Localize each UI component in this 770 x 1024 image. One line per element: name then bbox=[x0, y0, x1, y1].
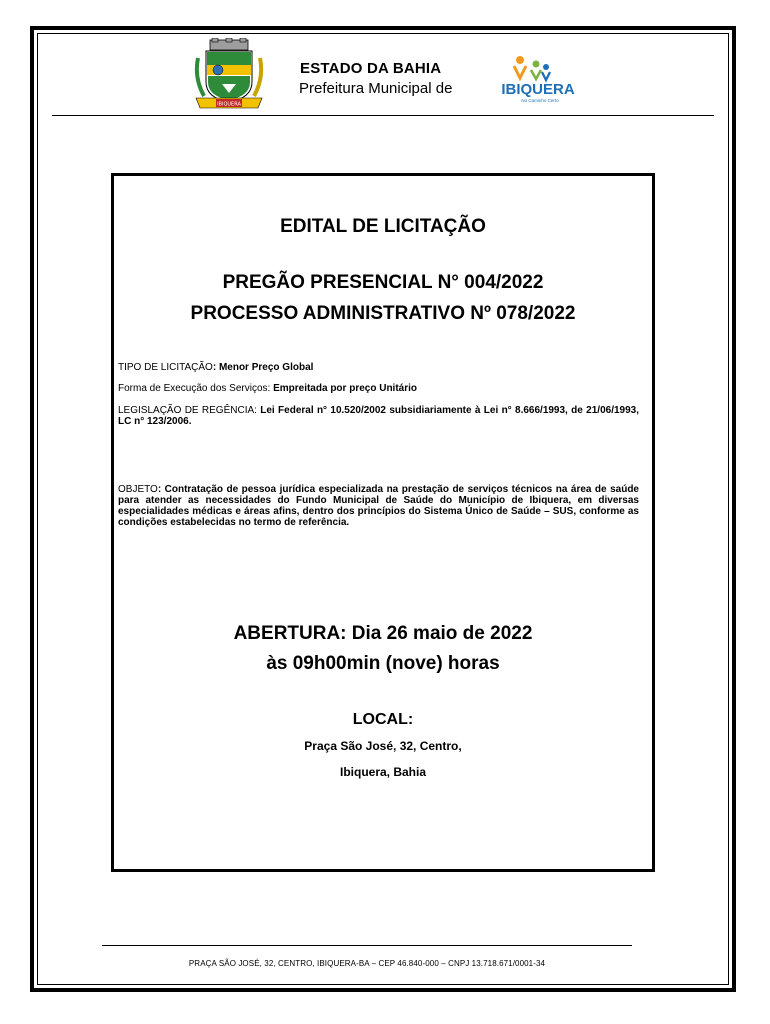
forma-value: Empreitada por preço Unitário bbox=[273, 383, 417, 394]
objeto-value: Contratação de pessoa jurídica especializada na prestação de serviços técnicos na área de saúde para atender as necessidades do Fundo Municipal de Saúde do Município de Ibiquera, em diversas especialidades médicas e áreas afins, dentro dos princípios do Sistema Único de Saúde – SUS, conforme as condições estabelecidas no termo de referência. bbox=[118, 484, 639, 528]
header-divider bbox=[52, 115, 714, 116]
legis-label: LEGISLAÇÃO DE REGÊNCIA: bbox=[118, 405, 257, 416]
logo-wordmark: IBIQUERA bbox=[501, 81, 575, 98]
local-address-line2: Ibiquera, Bahia bbox=[339, 765, 427, 779]
state-name: ESTADO DA BAHIA bbox=[300, 60, 442, 77]
processo-number: PROCESSO ADMINISTRATIVO Nº 078/2022 bbox=[190, 303, 576, 324]
coat-of-arms-icon bbox=[192, 38, 266, 110]
objeto: OBJETO: Contratação de pessoa jurídica especializada na prestação de serviços técnicos na área de saúde para atender as necessidades do Fundo Municipal de Saúde do Município de Ibiquera, em diversas especialidades médicas e áreas afins, dentro dos princípios do Sistema Único de Saúde – SUS, conforme as condições estabelecidas no termo de referência. bbox=[118, 484, 639, 528]
forma-label: Forma de Execução dos Serviços: bbox=[118, 383, 271, 394]
footer-address: PRAÇA SÃO JOSÉ, 32, CENTRO, IBIQUERA-BA – CEP 46.840-000 – CNPJ 13.718.671/0001-34 bbox=[188, 959, 546, 968]
tipo-licitacao: TIPO DE LICITAÇÃO: Menor Preço Global bbox=[118, 362, 314, 373]
local-title: LOCAL: bbox=[352, 711, 414, 728]
edital-title: EDITAL DE LICITAÇÃO bbox=[280, 216, 486, 237]
prefeitura-label: Prefeitura Municipal de bbox=[299, 80, 453, 97]
coat-of-arms-ribbon: IBIQUERA bbox=[217, 101, 241, 108]
logo-tagline: No Caminho Certo bbox=[521, 98, 559, 103]
abertura-date: ABERTURA: Dia 26 maio de 2022 bbox=[233, 623, 533, 644]
tipo-value: Menor Preço Global bbox=[218, 362, 314, 373]
local-address-line1: Praça São José, 32, Centro, bbox=[304, 739, 462, 753]
legislacao bbox=[118, 405, 639, 427]
tipo-label: TIPO DE LICITAÇÃO bbox=[118, 362, 213, 373]
abertura-time: às 09h00min (nove) horas bbox=[266, 653, 500, 674]
legis-value: Lei Federal n° 10.520/2002 subsidiariamente à Lei n° 8.666/1993, de 21/06/1993, LC n° 123/2006. bbox=[118, 405, 639, 427]
forma-execucao bbox=[118, 383, 639, 394]
pregao-number: PREGÃO PRESENCIAL N° 004/2022 bbox=[222, 272, 544, 293]
ibiquera-logo bbox=[488, 52, 588, 104]
footer-divider bbox=[102, 945, 632, 946]
objeto-label: OBJETO bbox=[118, 484, 158, 495]
